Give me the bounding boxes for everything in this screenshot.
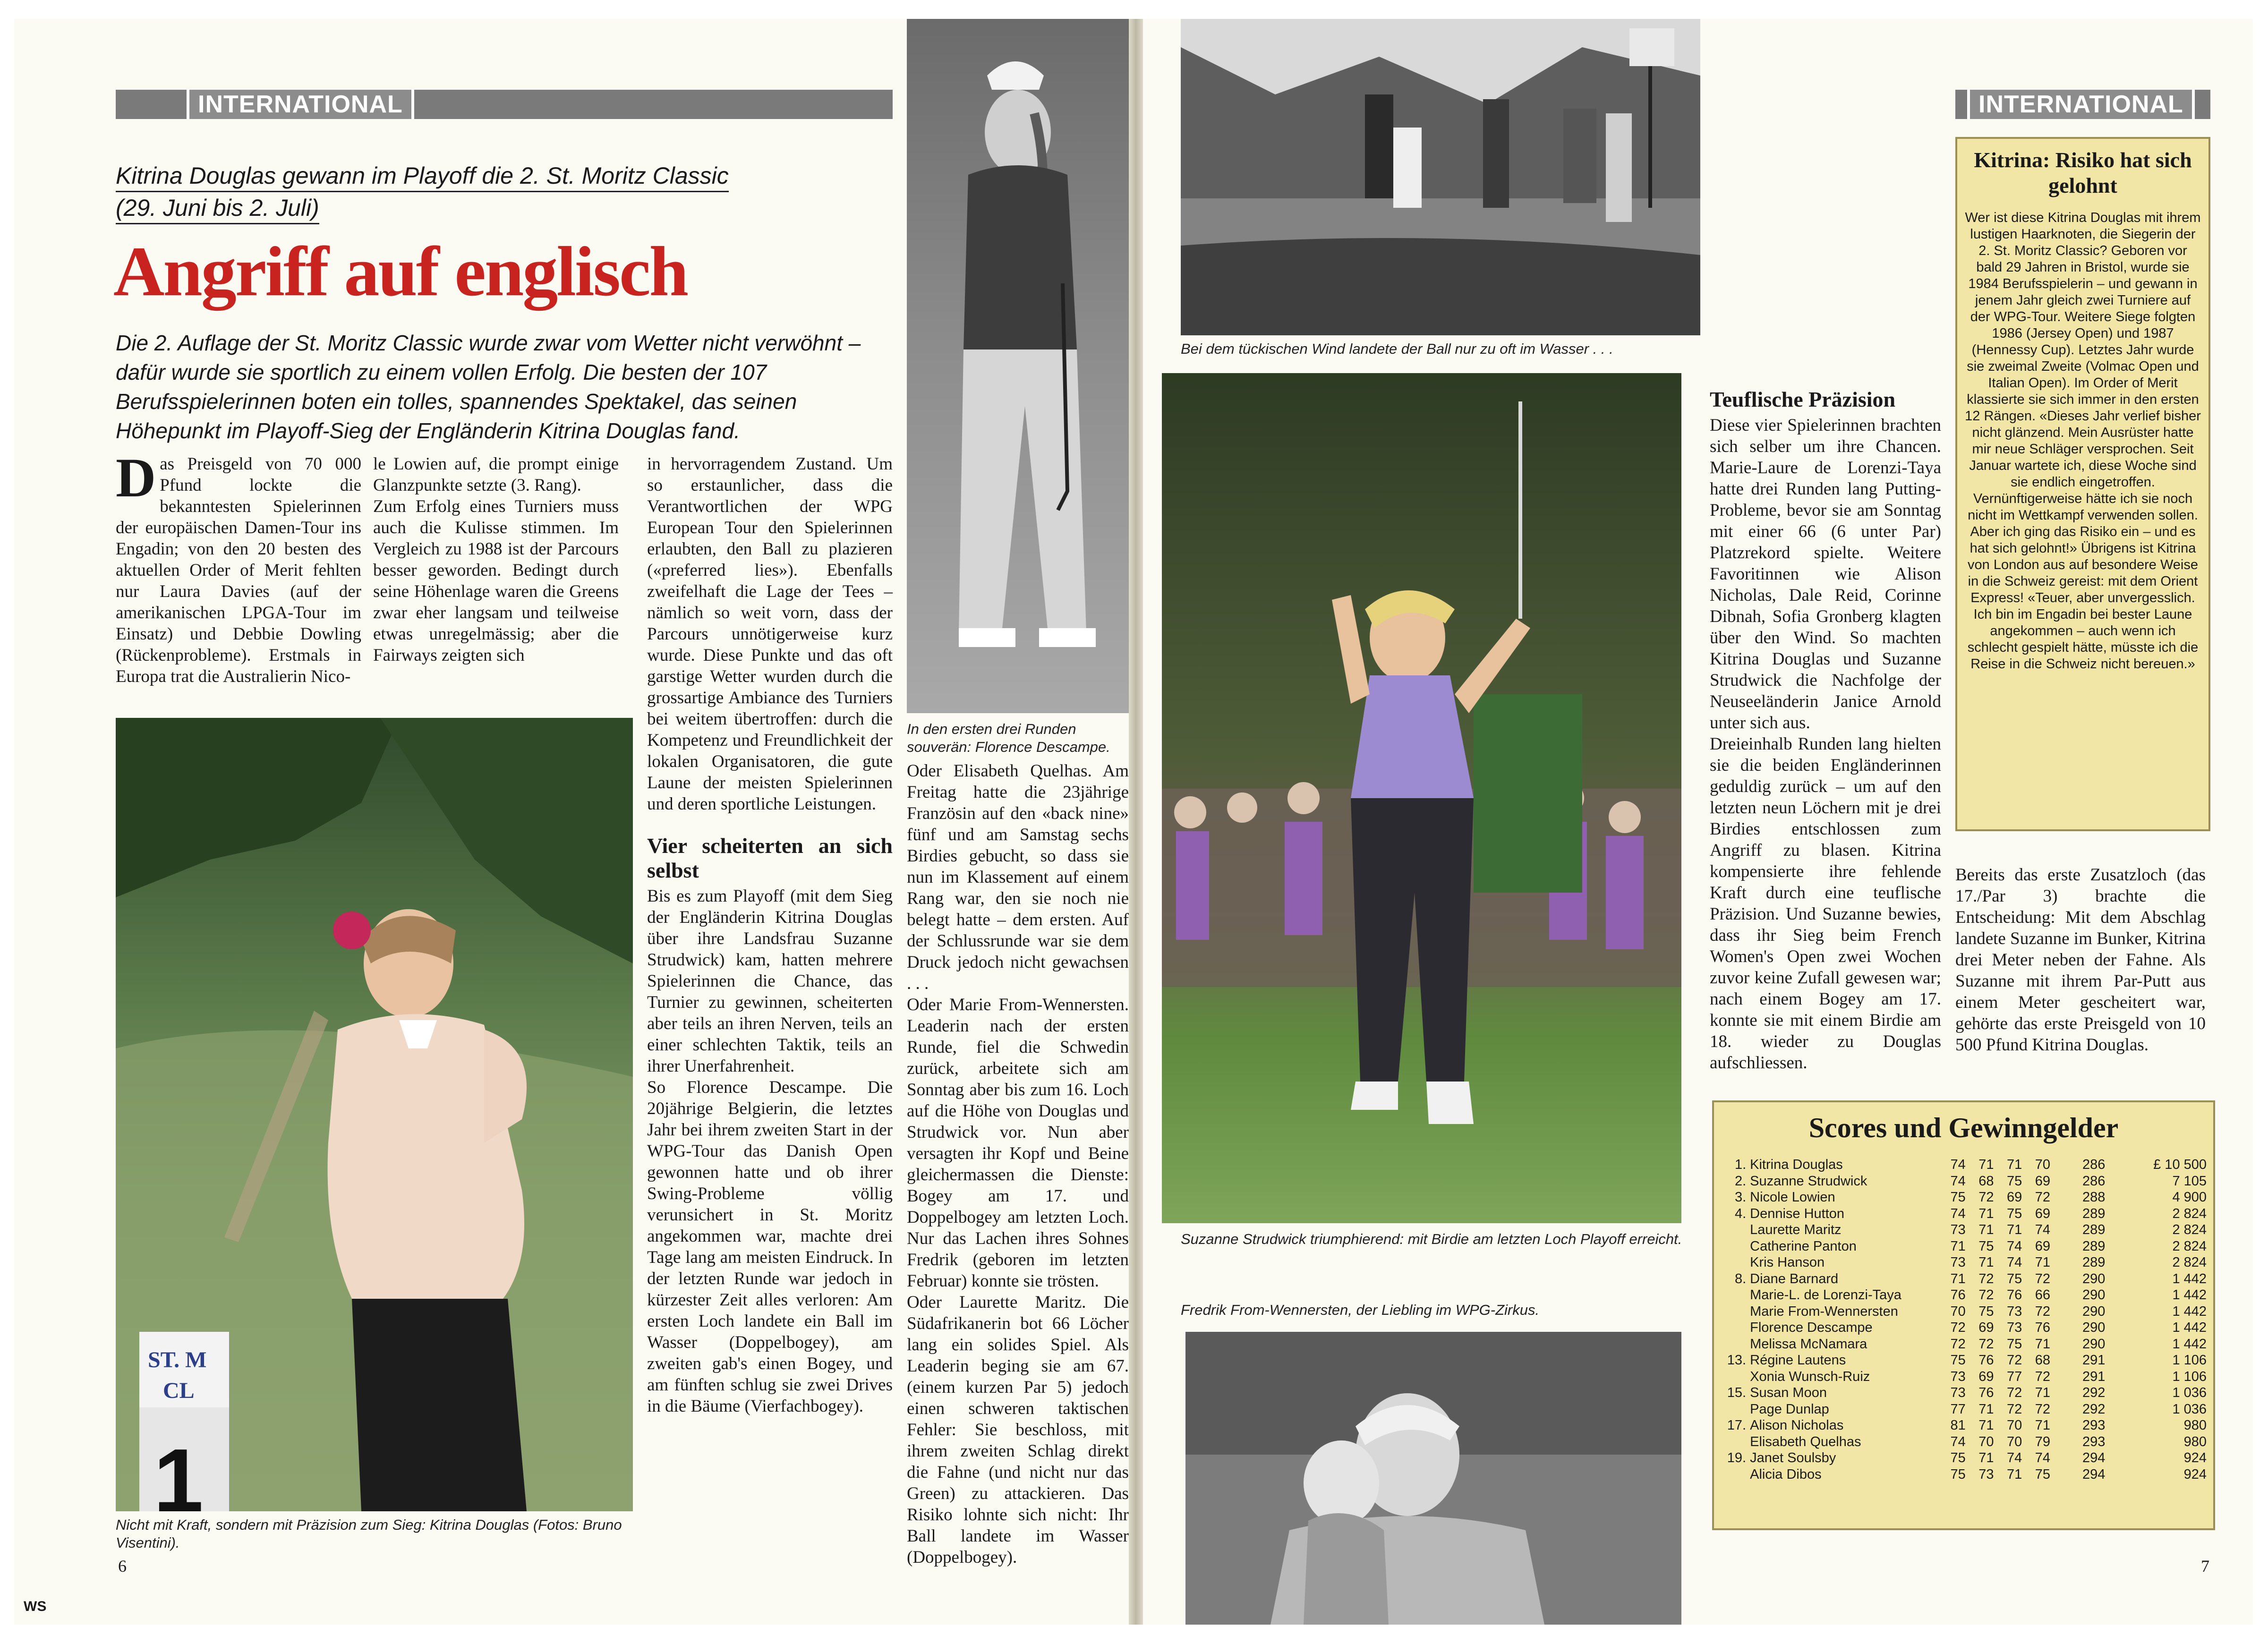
score-round-4: 74: [2035, 1450, 2050, 1465]
score-total: 289: [2082, 1222, 2106, 1237]
left-page: [14, 19, 1129, 1625]
body-column-4: Oder Elisabeth Quelhas. Am Freitag hatte die 23jährige Französin auf den «back nine» fünf und am Samstag sechs Birdies gebucht, so dass sie nun im Klassement auf einem Rang war, den sie noch nie belegt hatte – dem ersten. Auf der Schlussrunde war sie dem Druck jedoch nicht gewachsen . . . Oder Marie From-Wennersten. Leaderin nach der ersten Runde, fiel die Schwedin zurück, arbeitete sich am Sonntag aber bis zum 16. Loch auf die Höhe von Douglas und Strudwick vor. Nun aber versagten ihr Kopf und Beine gleichermassen die Dienste: Bogey am 17. und Doppelbogey am letzten Loch. Nur das Lachen ihres Sohnes Fredrik (geboren im letzten Februar) konnte sie trösten. Oder Laurette Maritz. Die Südafrikanerin bot 66 Löcher lang ein solides Spiel. Als Leaderin beging sie am 67. (einem kurzen Par 5) jedoch einen schweren taktischen Fehler: Sie beschloss, mit ihrem zweiten Schlag direkt die Fahne (und nicht nur das Green) zu attackieren. Das Risiko lohnte sich nicht: Ihr Ball landete im Wasser (Doppelbogey).: [907, 761, 1129, 1567]
score-rank: [1721, 1287, 1750, 1303]
sign-text-2: CL: [163, 1378, 195, 1403]
score-round-4: 69: [2035, 1173, 2050, 1189]
score-round-1: 73: [1950, 1369, 1966, 1384]
score-name: Florence Descampe: [1750, 1320, 1873, 1335]
score-name: Marie-L. de Lorenzi-Taya: [1750, 1287, 1901, 1303]
score-round-1: 70: [1950, 1303, 1966, 1319]
scores-box: [1712, 1100, 2215, 1530]
score-total: 292: [2082, 1401, 2106, 1417]
score-round-2: 71: [1978, 1255, 1994, 1270]
score-name: Suzanne Strudwick: [1750, 1173, 1867, 1189]
score-total: 289: [2082, 1206, 2106, 1221]
score-row: [1721, 1320, 2207, 1336]
score-round-1: 71: [1950, 1271, 1966, 1286]
score-total: 288: [2082, 1190, 2106, 1205]
col5-text: Diese vier Spielerinnen brachten sich selber um ihre Chancen. Marie-Laure de Lorenzi-Taya hatte drei Runden lang Putting-Probleme, bevor sie am Sonntag mit einer 66 (6 unter Par) Platzrekord spielte. Weitere Favoritinnen wie Alison Nicholas, Dale Reid, Corinne Dibnah, Sofia Gronberg klagten über den Wind. So machten Kitrina Douglas und Suzanne Strudwick die Nachfolge der Neuseeländerin Janice Arnold unter sich aus. Dreieinhalb Runden lang hielten sie die beiden Engländerinnen geduldig zurück – um auf den letzten neun Löchern mit je drei Birdies entschlossen zum Angriff zu blasen. Kitrina kompensierte ihre fehlende Kraft durch eine teuflische Präzision. Und Suzanne bewies, dass ihr Sieg beim French Women's Open zwei Wochen zuvor keine Zufall gewesen war; nach einem Bogey am 17. konnte sie mit einem Birdie am 18. wieder zu Douglas aufschliessen.: [1710, 416, 1941, 1073]
score-round-2: 71: [1978, 1450, 1994, 1465]
score-name: Page Dunlap: [1750, 1401, 1829, 1417]
score-round-2: 72: [1978, 1190, 1994, 1205]
score-rank: [1721, 1238, 1750, 1255]
score-total: 294: [2082, 1466, 2106, 1482]
score-name: Xonia Wunsch-Ruiz: [1750, 1369, 1870, 1384]
score-total: 290: [2082, 1287, 2106, 1303]
score-round-3: 70: [2006, 1434, 2022, 1449]
sidebar-title: Kitrina: Risiko hat sich gelohnt: [1974, 148, 2192, 197]
score-total: 292: [2082, 1385, 2106, 1400]
score-round-1: 73: [1950, 1385, 1966, 1400]
score-name: Susan Moon: [1750, 1385, 1827, 1400]
score-row: [1721, 1238, 2207, 1255]
score-round-2: 69: [1978, 1320, 1994, 1335]
scores-table: [1721, 1157, 2207, 1482]
score-total: 290: [2082, 1271, 2106, 1286]
score-round-4: 72: [2035, 1271, 2050, 1286]
score-row: [1721, 1352, 2207, 1369]
score-total: 290: [2082, 1303, 2106, 1319]
body-column-1: [116, 453, 361, 708]
score-name: Janet Soulsby: [1750, 1450, 1836, 1465]
score-row: [1721, 1157, 2207, 1173]
score-round-3: 70: [2006, 1418, 2022, 1433]
score-rank: 4.: [1734, 1206, 1747, 1221]
score-row: [1721, 1222, 2207, 1238]
score-row: [1721, 1271, 2207, 1287]
score-row: [1721, 1466, 2207, 1483]
score-prize: 2 824: [2172, 1238, 2207, 1254]
score-prize: 4 900: [2172, 1190, 2207, 1205]
score-round-3: 71: [2006, 1222, 2022, 1237]
score-prize: 2 824: [2172, 1255, 2207, 1270]
score-round-4: 68: [2035, 1353, 2050, 1368]
sign-number: 1: [153, 1431, 204, 1511]
score-rank: [1721, 1369, 1750, 1385]
score-rank: 8.: [1734, 1271, 1747, 1286]
score-rank: [1721, 1434, 1750, 1450]
score-total: 289: [2082, 1255, 2106, 1270]
score-total: 286: [2082, 1173, 2106, 1189]
score-round-4: 71: [2035, 1255, 2050, 1270]
score-round-3: 72: [2006, 1401, 2022, 1417]
score-round-2: 71: [1978, 1401, 1994, 1417]
col1-text: as Preisgeld von 70 000 Pfund lockte die bekanntesten Spielerinnen der europäischen Damen-Tour ins Engadin; von den 20 besten des aktuellen Order of Merit fehlten nur Laura Davies (auf der amerikanischen LPGA-Tour im Einsatz) und Debbie Dowling (Rückenprobleme). Erstmals in Europa trat die Australierin Nico-: [116, 454, 361, 686]
dropcap: D: [116, 453, 156, 509]
score-round-1: 74: [1950, 1206, 1966, 1221]
score-round-1: 71: [1950, 1238, 1966, 1254]
score-round-1: 74: [1950, 1157, 1966, 1172]
score-round-3: 73: [2006, 1320, 2022, 1335]
score-round-1: 75: [1950, 1353, 1966, 1368]
score-round-3: 72: [2006, 1385, 2022, 1400]
score-round-4: 76: [2035, 1320, 2050, 1335]
score-name: Marie From-Wennersten: [1750, 1303, 1898, 1319]
score-total: 286: [2082, 1157, 2106, 1172]
score-round-1: 76: [1950, 1287, 1966, 1303]
photo-suzanne-strudwick: [1162, 373, 1681, 1223]
score-prize: 1 442: [2172, 1336, 2207, 1352]
score-round-1: 74: [1950, 1434, 1966, 1449]
score-row: [1721, 1303, 2207, 1320]
photo-fredrik-image: [1185, 1332, 1681, 1625]
score-prize: 2 824: [2172, 1222, 2207, 1237]
body-column-6: Bereits das erste Zusatzloch (das 17./Par 3) brachte die Entscheidung: Mit dem Abschlag landete Suzanne im Bunker, Kitrina drei Meter neben der Fahne. Als Suzanne mit ihrem Par-Putt aus einem Meter gescheitert war, gehörte das erste Preisgeld von 10 500 Pfund Kitrina Douglas.: [1955, 865, 2206, 1055]
score-round-2: 71: [1978, 1222, 1994, 1237]
score-row: [1721, 1434, 2207, 1450]
score-rank: [1721, 1336, 1750, 1353]
right-page: [1143, 19, 2253, 1625]
score-prize: 1 442: [2172, 1287, 2207, 1303]
caption-photo-left: Nicht mit Kraft, sondern mit Präzision zum Sieg: Kitrina Douglas (Fotos: Bruno Visentini).: [116, 1516, 622, 1551]
caption-strudwick: Suzanne Strudwick triumphierend: mit Birdie am letzten Loch Playoff erreicht.: [1181, 1231, 1682, 1247]
score-rank: 2.: [1734, 1173, 1747, 1189]
score-round-4: 72: [2035, 1303, 2050, 1319]
score-round-4: 75: [2035, 1466, 2050, 1482]
page-number-right: 7: [2201, 1557, 2209, 1576]
subhead-vier-scheiterten: Vier scheiterten an sich selbst: [647, 834, 893, 882]
score-prize: 7 105: [2172, 1173, 2207, 1189]
section-label-right: INTERNATIONAL: [1967, 90, 2195, 119]
score-round-2: 75: [1978, 1303, 1994, 1319]
score-round-4: 74: [2035, 1222, 2050, 1237]
score-total: 291: [2082, 1369, 2106, 1384]
score-prize: 1 106: [2172, 1369, 2207, 1384]
score-prize: 1 442: [2172, 1320, 2207, 1335]
score-prize: 2 824: [2172, 1206, 2207, 1221]
score-row: [1721, 1206, 2207, 1222]
score-rank: [1721, 1401, 1750, 1418]
score-row: [1721, 1369, 2207, 1385]
score-rank: [1721, 1466, 1750, 1483]
sidebar-text: Wer ist diese Kitrina Douglas mit ihrem lustigen Haarknoten, die Siegerin der 2. St. Moritz Classic? Geboren vor bald 29 Jahren in Bristol, wurde sie 1984 Berufsspielerin – und gewann in jenem Jahr gleich zwei Turniere auf der WPG-Tour. Weitere Siege folgten 1986 (Jersey Open) und 1987 (Hennessy Cup). Letztes Jahr wurde sie zweimal Zweite (Volmac Open und Italian Open). Im Order of Merit klassierte sie sich immer in den ersten 12 Rängen. «Dieses Jahr verlief bisher nicht glänzend. Mein Ausrüster hatte mir neue Schläger versprochen. Seit Januar wartete ich, diese Woche sind sie endlich eingetroffen. Vernünftigerweise hätte ich sie noch nicht im Wettkampf verwenden sollen. Aber ich ging das Risiko ein – und es hat sich gelohnt!» Übrigens ist Kitrina von London aus auf besondere Weise in die Schweiz gereist: mit dem Orient Express! «Teuer, aber unvergesslich. Ich bin im Engadin bei bester Laune angekommen – auch wenn ich schlecht gespielt hätte, müsste ich die Reise in die Schweiz nicht bereuen.»: [1965, 210, 2201, 672]
score-round-4: 71: [2035, 1336, 2050, 1352]
score-prize: 1 442: [2172, 1271, 2207, 1286]
score-total: 290: [2082, 1336, 2106, 1352]
score-rank: 19.: [1727, 1450, 1747, 1465]
subhead-teuflische-praezision: Teuflische Präzision: [1710, 387, 1896, 411]
score-rank: 13.: [1727, 1353, 1747, 1368]
score-rank: 1.: [1734, 1157, 1747, 1172]
score-row: [1721, 1189, 2207, 1206]
footer-mark-left: WS: [24, 1599, 47, 1614]
score-round-3: 72: [2006, 1353, 2022, 1368]
score-round-2: 72: [1978, 1271, 1994, 1286]
score-prize: 1 036: [2172, 1401, 2207, 1417]
score-round-1: 73: [1950, 1255, 1966, 1270]
score-round-4: 71: [2035, 1385, 2050, 1400]
photo-florence-descampe: [907, 19, 1129, 713]
photo-wind-water: [1181, 19, 1700, 335]
score-round-4: 72: [2035, 1369, 2050, 1384]
score-round-2: 71: [1978, 1418, 1994, 1433]
score-name: Catherine Panton: [1750, 1238, 1857, 1254]
score-rank: 15.: [1727, 1385, 1747, 1400]
score-prize: 1 106: [2172, 1353, 2207, 1368]
score-row: [1721, 1401, 2207, 1418]
caption-fredrik: Fredrik From-Wennersten, der Liebling im WPG-Zirkus.: [1181, 1302, 1540, 1318]
score-round-1: 75: [1950, 1190, 1966, 1205]
photo-suzanne-strudwick-image: [1162, 373, 1681, 1223]
score-round-4: 72: [2035, 1401, 2050, 1417]
score-prize: 1 036: [2172, 1385, 2207, 1400]
body-column-5: [1710, 387, 1941, 1073]
score-row: [1721, 1254, 2207, 1271]
score-prize: 924: [2183, 1466, 2207, 1482]
score-round-2: 73: [1978, 1466, 1994, 1482]
score-round-1: 81: [1950, 1418, 1966, 1433]
score-round-1: 74: [1950, 1173, 1966, 1189]
score-name: Elisabeth Quelhas: [1750, 1434, 1861, 1449]
score-round-2: 71: [1978, 1206, 1994, 1221]
score-row: [1721, 1450, 2207, 1466]
score-round-2: 70: [1978, 1434, 1994, 1449]
kicker-line-2: (29. Juni bis 2. Juli): [116, 193, 319, 224]
caption-top-photo: Bei dem tückischen Wind landete der Ball nur zu oft im Wasser . . .: [1181, 341, 1613, 357]
score-total: 290: [2082, 1320, 2106, 1335]
score-round-3: 75: [2006, 1271, 2022, 1286]
page-number-left: 6: [118, 1557, 127, 1576]
score-round-3: 77: [2006, 1369, 2022, 1384]
body-column-2: le Lowien auf, die prompt einige Glanzpunkte setzte (3. Rang). Zum Erfolg eines Turniers muss auch die Kulisse stimmen. Im Vergleich zu 1988 ist der Parcours besser geworden. Bedingt durch seine Höhenlage waren die Greens zwar eher langsam und teilweise etwas unregelmässig; aber die Fairways zeigten sich: [373, 454, 619, 665]
score-name: Alison Nicholas: [1750, 1418, 1844, 1433]
score-round-2: 72: [1978, 1336, 1994, 1352]
score-total: 291: [2082, 1353, 2106, 1368]
caption-photo-florence: In den ersten drei Runden souverän: Florence Descampe.: [907, 721, 1110, 755]
score-round-3: 71: [2006, 1466, 2022, 1482]
score-round-1: 75: [1950, 1466, 1966, 1482]
score-round-1: 77: [1950, 1401, 1966, 1417]
score-round-1: 75: [1950, 1450, 1966, 1465]
score-rank: [1721, 1222, 1750, 1238]
score-round-3: 69: [2006, 1190, 2022, 1205]
score-round-1: 73: [1950, 1222, 1966, 1237]
lead-paragraph: Die 2. Auflage der St. Moritz Classic wurde zwar vom Wetter nicht verwöhnt – dafür wurde sie sportlich zu einem vollen Erfolg. Die besten der 107 Berufsspielerinnen boten ein tolles, spannendes Spektakel, das seinen Höhepunkt im Playoff-Sieg der Engländerin Kitrina Douglas fand.: [116, 331, 861, 443]
score-rank: 17.: [1727, 1418, 1747, 1433]
score-prize: 924: [2183, 1450, 2207, 1465]
photo-fredrik: [1185, 1332, 1681, 1625]
score-name: Alicia Dibos: [1750, 1466, 1822, 1482]
score-row: [1721, 1336, 2207, 1353]
score-total: 293: [2082, 1434, 2106, 1449]
score-row: [1721, 1417, 2207, 1434]
kicker-line-1: Kitrina Douglas gewann im Playoff die 2. St. Moritz Classic: [116, 161, 729, 192]
score-round-4: 66: [2035, 1287, 2050, 1303]
score-round-1: 72: [1950, 1336, 1966, 1352]
score-rank: 3.: [1734, 1190, 1747, 1205]
score-round-3: 75: [2006, 1173, 2022, 1189]
score-row: [1721, 1287, 2207, 1303]
score-prize: 980: [2183, 1418, 2207, 1433]
score-round-2: 75: [1978, 1238, 1994, 1254]
score-round-2: 76: [1978, 1385, 1994, 1400]
score-rank: [1721, 1254, 1750, 1271]
body-column-3: [647, 453, 893, 1417]
score-name: Dennise Hutton: [1750, 1206, 1845, 1221]
score-round-4: 72: [2035, 1190, 2050, 1205]
photo-wind-water-image: [1181, 19, 1700, 335]
score-name: Melissa McNamara: [1750, 1336, 1867, 1352]
section-label-left: INTERNATIONAL: [187, 90, 414, 119]
score-round-4: 71: [2035, 1418, 2050, 1433]
score-prize: £ 10 500: [2153, 1157, 2207, 1172]
score-round-3: 71: [2006, 1157, 2022, 1172]
score-round-3: 75: [2006, 1336, 2022, 1352]
score-total: 289: [2082, 1238, 2106, 1254]
score-round-4: 69: [2035, 1238, 2050, 1254]
score-round-3: 74: [2006, 1255, 2022, 1270]
sidebar-box: [1955, 137, 2210, 831]
photo-florence-descampe-image: [907, 19, 1129, 713]
score-round-2: 68: [1978, 1173, 1994, 1189]
score-total: 294: [2082, 1450, 2106, 1465]
sign-text-1: ST. M: [148, 1347, 207, 1372]
col3-text-a: in hervorragendem Zustand. Um so erstaunlicher, dass die Verantwortlichen der WPG European Tour den Spielerinnen erlaubten, den Ball zu plazieren («preferred lies»). Ebenfalls zweifelhaft die Lage der Tees – nämlich so weit vorn, dass der Parcours unnötigerweise kurz wurde. Diese Punkte und das oft garstige Wetter wurden durch die grossartige Ambiance des Turniers bei weitem übertroffen: durch die Kompetenz und Freundlichkeit der lokalen Organisatoren, die gute Laune der meisten Spielerinnen und deren sportliche Leistungen.: [647, 454, 893, 814]
score-round-4: 69: [2035, 1206, 2050, 1221]
score-round-2: 72: [1978, 1287, 1994, 1303]
score-name: Kris Hanson: [1750, 1255, 1825, 1270]
score-name: Diane Barnard: [1750, 1271, 1839, 1286]
score-round-2: 76: [1978, 1353, 1994, 1368]
score-prize: 1 442: [2172, 1303, 2207, 1319]
score-round-3: 74: [2006, 1450, 2022, 1465]
score-round-4: 70: [2035, 1157, 2050, 1172]
score-round-1: 72: [1950, 1320, 1966, 1335]
score-row: [1721, 1385, 2207, 1401]
score-total: 293: [2082, 1418, 2106, 1433]
score-name: Kitrina Douglas: [1750, 1157, 1843, 1172]
score-name: Nicole Lowien: [1750, 1190, 1835, 1205]
score-name: Laurette Maritz: [1750, 1222, 1842, 1237]
score-round-2: 71: [1978, 1157, 1994, 1172]
score-rank: [1721, 1320, 1750, 1336]
score-round-2: 69: [1978, 1369, 1994, 1384]
score-round-3: 76: [2006, 1287, 2022, 1303]
score-rank: [1721, 1303, 1750, 1320]
score-round-3: 74: [2006, 1238, 2022, 1254]
score-round-3: 75: [2006, 1206, 2022, 1221]
score-name: Régine Lautens: [1750, 1353, 1846, 1368]
headline: Angriff auf englisch: [113, 232, 687, 311]
scores-title: Scores und Gewinngelder: [1808, 1112, 2119, 1143]
photo-kitrina-douglas-image: [116, 718, 633, 1511]
score-prize: 980: [2183, 1434, 2207, 1449]
score-round-4: 79: [2035, 1434, 2050, 1449]
magazine-spine: [1129, 19, 1143, 1625]
col3-text-b: Bis es zum Playoff (mit dem Sieg der Engländerin Kitrina Douglas über ihre Landsfrau Suzanne Strudwick) kam, hatten mehrere Spielerinnen die Chance, das Turnier zu gewinnen, scheiterten aber teils an ihren Nerven, teils an einer schlechten Taktik, teils an ihrer Unerfahrenheit. So Florence Descampe. Die 20jährige Belgierin, die letztes Jahr bei ihrem zweiten Start in der WPG-Tour das Danish Open gewonnen hatte und ob ihrer Swing-Probleme völlig verunsichert in St. Moritz angekommen war, machte drei Tage lang am meisten Eindruck. In der letzten Runde war jedoch in kürzester Zeit alles verloren: Am ersten Loch landete ein Ball im Wasser (Doppelbogey), am zweiten gab's einen Bogey, und am fünften schlug sie zwei Drives in die Bäume (Vierfachbogey).: [647, 886, 893, 1416]
photo-kitrina-douglas: [116, 718, 633, 1511]
score-row: [1721, 1173, 2207, 1190]
score-round-3: 73: [2006, 1303, 2022, 1319]
